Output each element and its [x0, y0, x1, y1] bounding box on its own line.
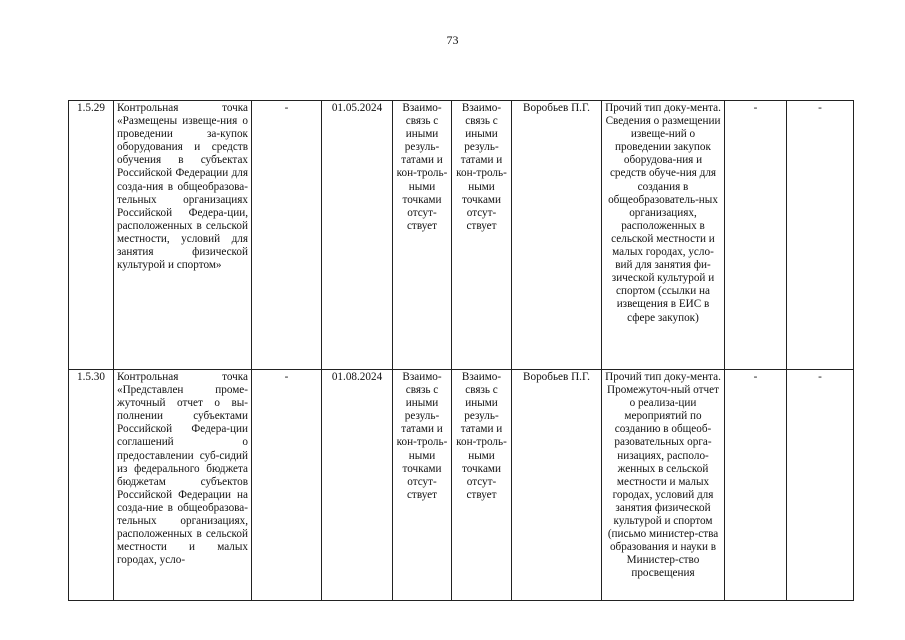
responsible-executor: Воробьев П.Г. [512, 370, 602, 601]
dash-value: - [753, 371, 758, 383]
document-type: Прочий тип доку-мента. Промежуточ-ный отчет о реализа-ции мероприятий по созданию в общеоб-разовательных орга-низациях, располо-женных в сельской местности и малых городах, условий для занятия физической культурой и спортом (письмо министер-ства образования и науки в Министер-ство просвещения [602, 370, 725, 601]
table-row [69, 101, 854, 370]
empty-value-cell [725, 370, 787, 601]
relation-cell: Взаимо-связь с иными резуль-татами и кон-троль-ными точками отсут-ствует [452, 101, 512, 370]
dash-value: - [818, 371, 822, 383]
page-number: 73 [446, 33, 459, 47]
table-row [69, 370, 854, 601]
dash-value: - [284, 102, 289, 114]
control-points-table [68, 100, 854, 601]
document-type: Прочий тип доку-мента. Сведения о размещении извеще-ний о проведении закупок оборудова-ния и средств обуче-ния для создания в общеобразователь-ных организациях, расположенных в сельской местности и малых городах, усло-вий для занятия фи-зической культурой и спортом (ссылки на извещения в ЕИС в сфере закупок) [602, 101, 725, 370]
control-point-description: Контрольная точка «Представлен проме-жуточный отчет о вы-полнении субъектами Российской Федера-ции соглашений о предоставлении суб-сидий из федерального бюджета бюджетам субъектов Российской Федерации на созда-ние в общеобразова-тельных организациях, расположенных в сельской местности и малых городах, усло- [114, 370, 252, 601]
dash-value: - [284, 371, 289, 383]
empty-value-cell [725, 101, 787, 370]
dash-value: - [818, 102, 822, 114]
deadline-date: 01.05.2024 [322, 101, 393, 370]
empty-value-cell [787, 370, 854, 601]
responsible-executor: Воробьев П.Г. [512, 101, 602, 370]
control-point-description: Контрольная точка «Размещены извеще-ния о проведении за-купок оборудования и средств обучения в субъектах Российской Федерации для созда-ния в общеобразова-тельных организациях Российской Федера-ции, расположенных в сельской местности, условий для занятия физической культурой и спортом» [114, 101, 252, 370]
relation-cell: Взаимо-связь с иными резуль-татами и кон-троль-ными точками отсут-ствует [393, 101, 452, 370]
row-number: 1.5.29 [69, 101, 114, 370]
relation-cell: Взаимо-связь с иными резуль-татами и кон-троль-ными точками отсут-ствует [452, 370, 512, 601]
empty-value-cell [787, 101, 854, 370]
empty-value-cell [252, 101, 322, 370]
deadline-date: 01.08.2024 [322, 370, 393, 601]
empty-value-cell [252, 370, 322, 601]
row-number: 1.5.30 [69, 370, 114, 601]
relation-cell: Взаимо-связь с иными резуль-татами и кон-троль-ными точками отсут-ствует [393, 370, 452, 601]
dash-value: - [753, 102, 758, 114]
